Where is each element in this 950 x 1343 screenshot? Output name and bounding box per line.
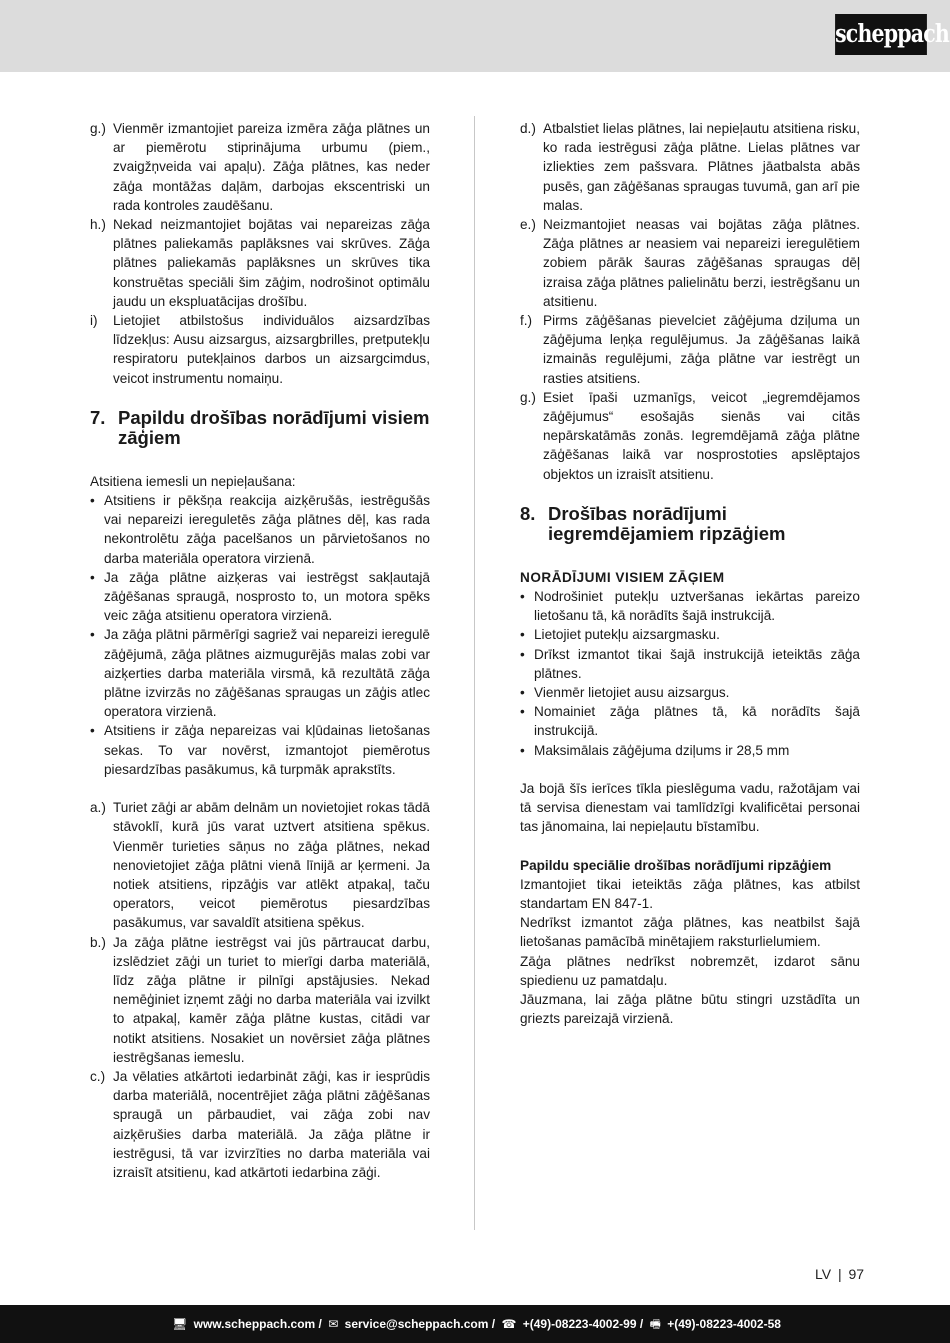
footer-email[interactable]: service@scheppach.com — [344, 1317, 489, 1331]
section-7-heading — [90, 408, 430, 448]
bullet-item — [90, 568, 430, 626]
footer-sep: / — [639, 1317, 644, 1331]
footer-fax: +(49)-08223-4002-58 — [667, 1317, 781, 1331]
bullet-item — [90, 625, 430, 721]
bullet-icon: • — [520, 646, 525, 662]
bullet-icon: • — [520, 589, 525, 605]
fax-icon: 🖷 — [649, 1317, 661, 1331]
page-number — [815, 1266, 864, 1282]
special-line: Nedrīkst izmantot zāģa plātnes, kas neatbilst šajā lietošanas pamācībā minētajiem raksturlielumiem. — [520, 915, 860, 950]
cable-note: Ja bojā šīs ierīces tīkla pieslēguma vadu, ražotājam vai tā servisa dienestam vai tamlīdzīgi kvalificētai personai tas jānomaina, lai nepieļautu bīstamību. — [520, 780, 860, 835]
special-line: Izmantojiet tikai ieteiktās zāģa plātnes, kas atbilst standartam EN 847-1. — [520, 876, 860, 911]
list-item — [90, 215, 430, 311]
item-text: Nekad neizmantojiet bojātas vai nepareizas zāģa plātnes paliekamās paplāksnes vai skrūves. Zāģa plātnes paliekamās paplāksnes un skrūves tika konstruētas speciāli šim zāģim, nodrošinot optimālu jaudu un ekspluatācijas drošību. — [113, 217, 430, 309]
bullet-icon: • — [520, 627, 525, 643]
bullet-icon: • — [90, 723, 95, 739]
list-item — [520, 311, 860, 388]
list-item — [90, 119, 430, 215]
item-text: Pirms zāģēšanas pievelciet zāģējuma dziļuma un zāģējuma leņķa regulējumus. Ja zāģēšanas laikā izmainās regulējumi, zāģa plātne var iestrēgt un rasties atsitiens. — [543, 313, 860, 386]
section-title: Papildu drošības norādījumi visiem zāģiem — [118, 406, 430, 448]
footer-bar — [0, 1305, 950, 1343]
column-divider — [474, 116, 475, 1230]
list-item — [90, 933, 430, 1067]
bullet-icon: • — [90, 627, 95, 643]
subheading: NORĀDĪJUMI VISIEM ZĀĢIEM — [520, 569, 725, 585]
kickback-intro: Atsitiena iemesli un nepieļaušana: — [90, 473, 296, 489]
list-item — [520, 215, 860, 311]
item-text: Lietojiet atbilstošus individuālos aizsardzības līdzekļus: Ausu aizsargus, aizsargbrilles, pretputekļu respiratoru putekļainos darbos un aizsargcimdus, veicot instrumentu nomaiņu. — [113, 313, 430, 386]
bullet-icon: • — [90, 493, 95, 509]
footer-website[interactable]: www.scheppach.com — [193, 1317, 316, 1331]
list-item — [90, 1067, 430, 1182]
page-num: 97 — [848, 1266, 865, 1282]
item-marker: a.) — [90, 800, 106, 816]
computer-icon: 🖥 — [172, 1317, 188, 1331]
bullet-item — [520, 702, 860, 740]
bullet-item — [520, 587, 860, 625]
bullet-item — [520, 645, 860, 683]
page-separator: | — [837, 1266, 842, 1282]
special-line: Zāģa plātnes nedrīkst nobremzēt, izdarot sānu spiedienu uz pamatdaļu. — [520, 953, 860, 988]
bullet-icon: • — [90, 569, 95, 585]
item-marker: d.) — [520, 121, 536, 136]
list-item — [520, 388, 860, 484]
item-marker: c.) — [90, 1068, 106, 1084]
item-marker: e.) — [520, 217, 536, 233]
item-marker: i) — [90, 313, 98, 329]
bullet-text: Ja zāģa plātni pārmērīgi sagriež vai nepareizi ieregulē zāģējumā, zāģa plātnes aizmugurējās malas zobi var aizķerties darba materiāla virsmā, kā rezultātā zāģa plātne izvirzās no zāģēšanas spraugas un zāģis atlec operatora virzienā. — [104, 627, 430, 720]
special-line: Jāuzmana, lai zāģa plātne būtu stingri uzstādīta un griezts pareizajā virzienā. — [520, 991, 860, 1027]
bullet-text: Lietojiet putekļu aizsargmasku. — [534, 627, 720, 643]
list-item — [90, 311, 430, 388]
bullet-text: Atsitiens ir pēkšņa reakcija aizķērušās, iestrēgušās vai nepareizi iereguletēs zāģa plātnes dēļ, kas rada nekontrolētu zāģa pacelšanos un pārvietošanos no darba materiāla operatora virzienā. — [104, 493, 430, 566]
bullet-item — [520, 741, 860, 760]
item-text: Atbalstiet lielas plātnes, lai nepieļautu atsitiena risku, ko rada iestrēgusi zāģa plātne. Lielas plātnes var izliekties zem pašsvara. Plātnes jāatbalsta abās pusēs, gan zāģēšanas spraugas tuvumā, gan arī pie malas. — [543, 121, 860, 213]
section-title: Drošības norādījumi iegremdējamiem ripzāģiem — [548, 502, 786, 544]
item-marker: g.) — [90, 121, 106, 136]
bullet-icon: • — [520, 704, 525, 720]
item-marker: g.) — [520, 389, 536, 405]
bullet-text: Nodrošiniet putekļu uztveršanas iekārtas pareizo lietošanu tā, kā norādīts šajā instrukcijā. — [534, 589, 860, 624]
footer-sep: / — [491, 1317, 496, 1331]
section-number: 7. — [90, 406, 106, 428]
scheppach-logo: scheppach — [835, 14, 927, 55]
list-item — [520, 119, 860, 215]
bullet-item — [520, 625, 860, 644]
phone-icon: ☎ — [501, 1317, 517, 1331]
bullet-icon: • — [520, 742, 525, 758]
item-text: Turiet zāģi ar abām delnām un novietojiet rokas tādā stāvoklī, kurā jūs varat uztvert atsitiena spēkus. Vienmēr turieties sāņus no zāģa plātnes, nekad nenovietojiet zāģa plātni vienā līnijā ar ķermeni. Ja notiek atsitiens, ripzāģis var atlēkt atpakaļ, taču operators, veicot piemērotus piesardzības pasākumus, var savaldīt atsitiena spēkus. — [113, 800, 430, 931]
item-text: Neizmantojiet neasas vai bojātas zāģa plātnes. Zāģa plātnes ar neasiem vai nepareizi ieregulētiem zobiem pārāk šauras zāģēšanas spraugas dēļ izraisa zāģa plātnes palielinātu berzi, iestrēgšanu un atsitienu. — [543, 217, 860, 309]
page-lang: LV — [815, 1266, 832, 1282]
section-8-heading — [520, 504, 860, 544]
special-heading: Papildu speciālie drošības norādījumi ripzāģiem — [520, 857, 832, 873]
footer-sep: / — [318, 1317, 322, 1331]
bullet-item — [90, 721, 430, 779]
bullet-text: Maksimālais zāģējuma dziļums ir 28,5 mm — [534, 742, 790, 758]
item-marker: h.) — [90, 217, 106, 233]
mail-icon: ✉ — [328, 1317, 339, 1331]
bullet-text: Vienmēr lietojiet ausu aizsargus. — [534, 685, 730, 701]
item-text: Ja zāģa plātne iestrēgst vai jūs pārtraucat darbu, izslēdziet zāģi un turiet to mierīgi darba materiālā, līdz zāģa plātne ir pilnīgi apstājusies. Nekad nemēģiniet izņemt zāģi no darba materiāla vai izvilkt to atpakaļ, kamēr zāģa plātne kustas, citādi var notikt atsitiens. Nosakiet un novērsiet zāģa plātnes iestrēgšanas iemeslu. — [113, 934, 430, 1065]
bullet-item — [520, 683, 860, 702]
left-column — [90, 119, 430, 1182]
right-column — [520, 119, 860, 1028]
item-text: Esiet īpaši uzmanīgs, veicot „iegremdējamos zāģējumus“ esošajās sienās vai citās nepārskatāmās zonās. Iegremdējamā zāģa plātne zāģēšanas laikā var nosprostoties apslēptajos objektos un izraisīt atsitienu. — [543, 389, 860, 482]
item-marker: f.) — [520, 313, 533, 329]
bullet-item — [90, 491, 430, 568]
bullet-text: Atsitiens ir zāģa nepareizas vai kļūdainas lietošanas sekas. To var novērst, izmantojot piemērotus piesardzības pasākumus, kā turpmāk aprakstīts. — [104, 723, 430, 777]
item-text: Ja vēlaties atkārtoti iedarbināt zāģi, kas ir iesprūdis darba materiālā, nocentrējiet zāģa plātni zāģēšanas spraugā un pārbaudiet, vai zāģa zobi nav aizķērušies darba materiālā. Ja zāģa plātne ir iestrēgusi, tā var izvirzīties no darba materiāla vai izraisīt atsitienu, kad atkārtoti iedarbina zāģi. — [113, 1068, 430, 1180]
footer-phone: +(49)-08223-4002-99 — [522, 1317, 637, 1331]
list-item — [90, 798, 430, 932]
item-text: Vienmēr izmantojiet pareiza izmēra zāģa plātnes un ar piemērotu stiprinājuma urbumu (piem., zvaigžņveida vai apaļu). Zāģa plātnes, kas neder zāģa montāžas daļām, darbojas ekscentriski un rada kontroles zaudēšanu. — [113, 121, 430, 213]
header-bar — [0, 0, 950, 72]
bullet-text: Ja zāģa plātne aizķeras vai iestrēgst sakļautajā zāģēšanas spraugā, nosprosto to, un motora spēks veic zāģa atsitienu operatora virzienā. — [104, 569, 430, 624]
section-number: 8. — [520, 502, 536, 524]
bullet-text: Nomainiet zāģa plātnes tā, kā norādīts šajā instrukcijā. — [534, 704, 860, 739]
bullet-text: Drīkst izmantot tikai šajā instrukcijā ieteiktās zāģa plātnes. — [534, 646, 860, 681]
bullet-icon: • — [520, 685, 525, 701]
item-marker: b.) — [90, 934, 106, 950]
